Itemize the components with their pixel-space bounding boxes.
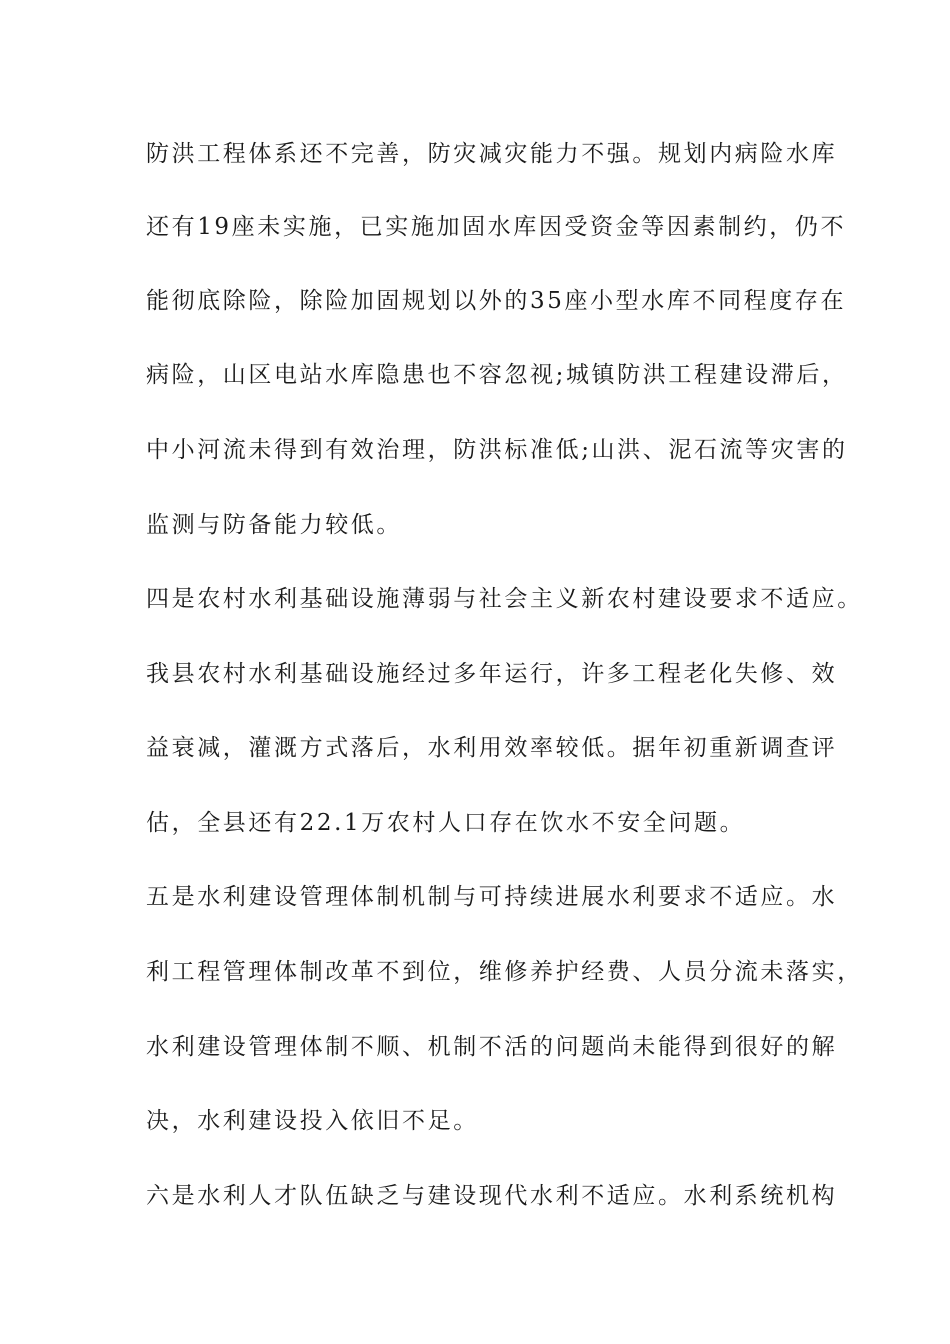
text-line: 决，水利建设投入依旧不足。 <box>146 1108 479 1134</box>
text-line: 还有19座未实施，已实施加固水库因受资金等因素制约，仍不 <box>146 214 847 240</box>
text-line: 中小河流未得到有效治理，防洪标准低;山洪、泥石流等灾害的 <box>146 437 848 463</box>
text-line: 监测与防备能力较低。 <box>146 512 402 538</box>
text-line: 我县农村水利基础设施经过多年运行，许多工程老化失修、效 <box>146 661 838 687</box>
text-line: 六是水利人才队伍缺乏与建设现代水利不适应。水利系统机构 <box>146 1183 838 1209</box>
text-line: 防洪工程体系还不完善，防灾减灾能力不强。规划内病险水库 <box>146 141 838 167</box>
text-line: 利工程管理体制改革不到位，维修养护经费、人员分流未落实， <box>146 959 863 985</box>
text-line: 四是农村水利基础设施薄弱与社会主义新农村建设要求不适应。 <box>146 586 863 612</box>
text-line: 能彻底除险，除险加固规划以外的35座小型水库不同程度存在 <box>146 288 847 314</box>
text-line: 五是水利建设管理体制机制与可持续进展水利要求不适应。水 <box>146 884 838 910</box>
text-line: 益衰减，灌溉方式落后，水利用效率较低。据年初重新调查评 <box>146 735 838 761</box>
text-line: 水利建设管理体制不顺、机制不活的问题尚未能得到很好的解 <box>146 1034 838 1060</box>
text-line: 病险，山区电站水库隐患也不容忽视;城镇防洪工程建设滞后， <box>146 362 848 388</box>
text-line: 估，全县还有22.1万农村人口存在饮水不安全问题。 <box>146 810 746 836</box>
